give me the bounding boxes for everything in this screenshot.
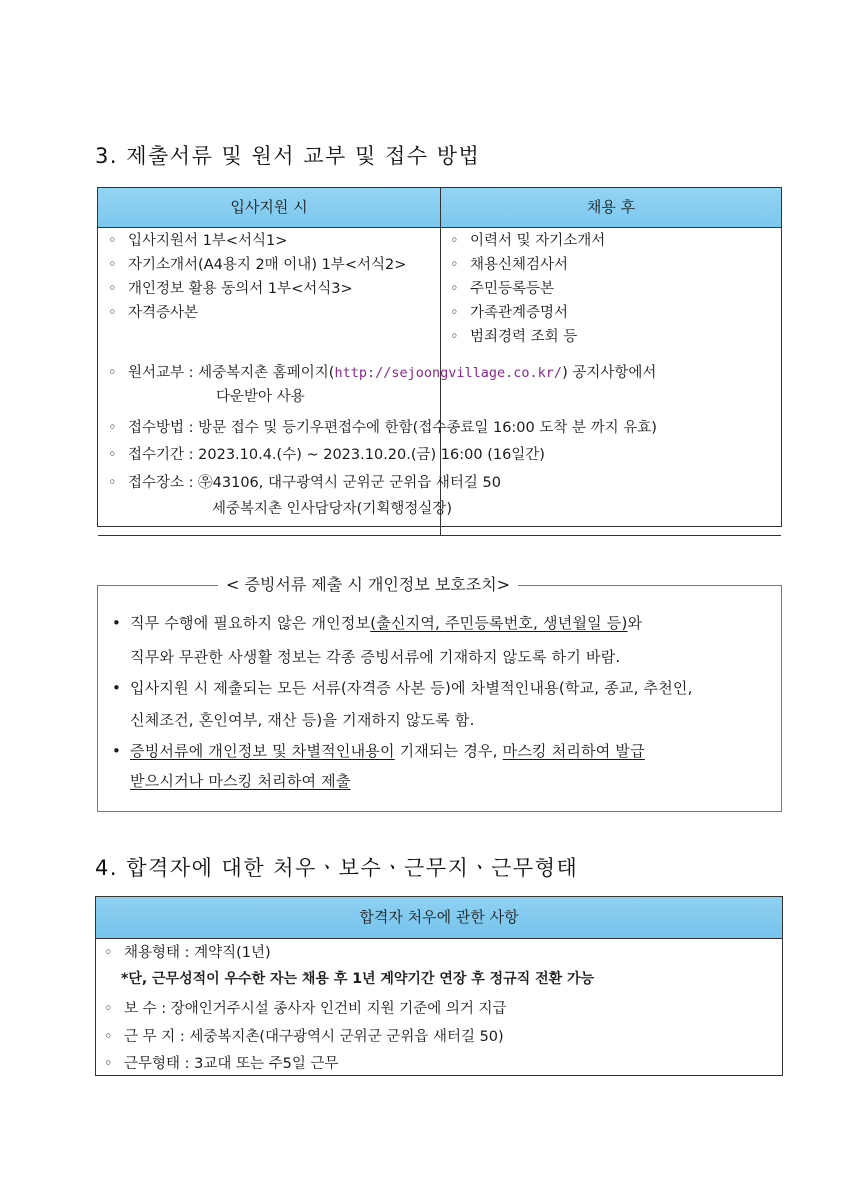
list-item: ◦ 입사지원서 1부<서식1> (108, 233, 288, 249)
place-cont: 세중복지촌 인사담당자(기획행정실장) (212, 501, 453, 517)
notice-item-2-cont: 신체조건, 혼인여부, 재산 등)을 기재하지 않도록 함. (130, 711, 475, 729)
notice-item-3: • 증빙서류에 개인정보 및 차별적인내용이 기재되는 경우, 마스킹 처리하여 발급 (112, 742, 645, 760)
notice-item-2: • 입사지원 시 제출되는 모든 서류(자격증 사본 등)에 차별적인내용(학교, 종교, 추천인, (112, 679, 693, 697)
homepage-link[interactable]: http://sejoongvillage.co.kr/ (334, 365, 563, 381)
notice-item-1: • 직무 수행에 필요하지 않은 개인정보(출신지역, 주민등록번호, 생년월일 등)와 (112, 614, 643, 632)
place-row: ◦ 접수장소 : ㉾43106, 대구광역시 군위군 군위읍 새터길 50 (108, 475, 501, 491)
header-hire: 채용 후 (440, 188, 781, 227)
list-item: ◦ 범죄경력 조회 등 (450, 329, 578, 345)
row-divider (98, 535, 781, 536)
list-item: ◦ 가족관계증명서 (450, 305, 569, 321)
apply-docs-list (108, 229, 406, 325)
privacy-notice-title: < 증빙서류 제출 시 개인정보 보호조치> (218, 572, 518, 595)
list-item: ◦ 자기소개서(A4용지 2매 이내) 1부<서식2> (108, 257, 407, 273)
pay-row: ◦ 보 수 : 장애인거주시설 종사자 인건비 지원 기준에 의거 지급 (104, 1001, 507, 1017)
distribution-row: ◦ 원서교부 : 세중복지촌 홈페이지(http://sejoongvillage.co.kr/) 공지사항에서 (108, 365, 657, 381)
notice-item-1-cont: 직무와 무관한 사생활 정보는 각종 증빙서류에 기재하지 않도록 하기 바람. (130, 648, 621, 666)
hire-docs-list (450, 229, 605, 349)
list-item: ◦ 자격증사본 (108, 305, 199, 321)
section-3-title: 3. 제출서류 및 원서 교부 및 접수 방법 (95, 144, 481, 168)
conversion-note: *단, 근무성적이 우수한 자는 채용 후 1년 계약기간 연장 후 정규직 전환 가능 (121, 971, 595, 987)
treatment-table-header: 합격자 처우에 관한 사항 (96, 897, 782, 939)
documents-table-header (98, 188, 781, 228)
list-item: ◦ 채용신체검사서 (450, 257, 569, 273)
distribution-cont: 다운받아 사용 (216, 389, 305, 405)
header-apply: 입사지원 시 (230, 198, 308, 216)
method-row: ◦ 접수방법 : 방문 접수 및 등기우편접수에 한함(접수종료일 16:00 도착 분 까지 유효) (108, 420, 657, 436)
work-form-row: ◦ 근무형태 : 3교대 또는 주5일 근무 (104, 1056, 339, 1072)
period-row: ◦ 접수기간 : 2023.10.4.(수) ~ 2023.10.20.(금) 16:00 (16일간) (108, 447, 545, 463)
section-4-title: 4. 합격자에 대한 처우ㆍ보수ㆍ근무지ㆍ근무형태 (95, 856, 579, 880)
employment-type-row: ◦ 채용형태 : 계약직(1년) (104, 945, 271, 961)
list-item: ◦ 개인정보 활용 동의서 1부<서식3> (108, 281, 353, 297)
workplace-row: ◦ 근 무 지 : 세중복지촌(대구광역시 군위군 군위읍 새터길 50) (104, 1029, 504, 1045)
list-item: ◦ 이력서 및 자기소개서 (450, 233, 606, 249)
notice-item-3-cont: 받으시거나 마스킹 처리하여 제출 (130, 772, 351, 790)
list-item: ◦ 주민등록등본 (450, 281, 555, 297)
